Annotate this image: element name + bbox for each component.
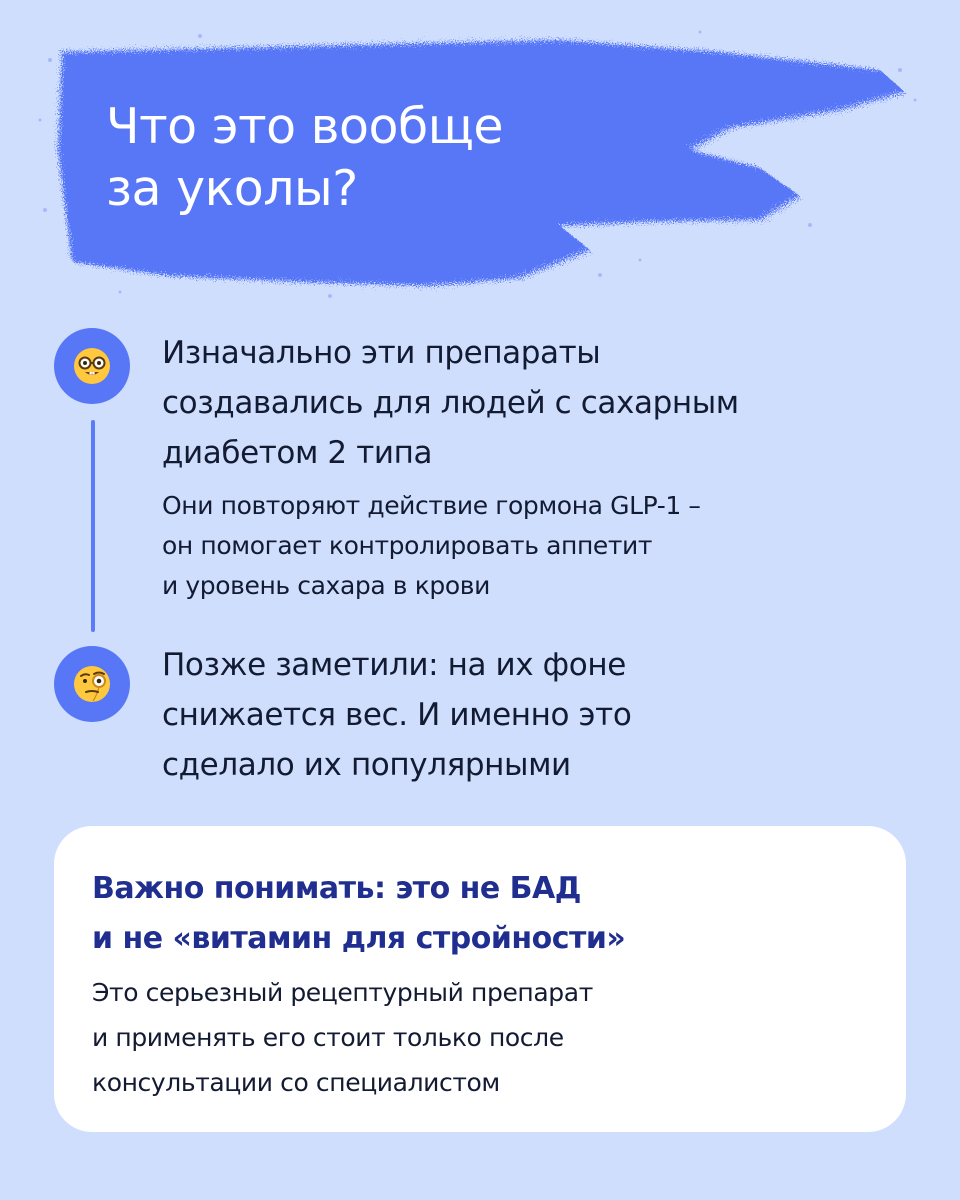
card-text-line: Это серьезный рецептурный препарат <box>92 978 593 1007</box>
timeline-item-1-title-line: Изначально эти препараты <box>162 335 601 371</box>
timeline-item-1-title-line: создавались для людей с сахарным <box>162 385 739 421</box>
card-title-line: Важно понимать: это не БАД <box>92 871 581 906</box>
nerd-face-icon <box>73 347 111 385</box>
timeline-badge-1 <box>54 328 130 404</box>
timeline-badge-2 <box>54 646 130 722</box>
timeline-item-1-title-line: диабетом 2 типа <box>162 435 433 471</box>
card-title-line: и не «витамин для стройности» <box>92 921 626 956</box>
timeline-connector <box>91 420 95 632</box>
timeline-item-2-title-line: снижается вес. И именно это <box>162 697 632 733</box>
timeline-item-1-text-line: Они повторяют действие гормона GLP-1 – <box>162 491 701 520</box>
page-title <box>106 96 503 220</box>
important-note-card <box>54 826 906 1132</box>
card-text-line: и применять его стоит только после <box>92 1023 564 1052</box>
timeline-item-1-text <box>162 486 701 606</box>
card-text-line: консультации со специалистом <box>92 1068 500 1097</box>
timeline-item-1-text-line: он помогает контролировать аппетит <box>162 531 653 560</box>
title-line-2: за уколы? <box>106 160 358 217</box>
card-title <box>92 864 625 964</box>
timeline-item-2-title <box>162 640 631 790</box>
timeline-item-1-title <box>162 328 739 478</box>
card-text <box>92 970 593 1105</box>
timeline-item-2-title-line: Позже заметили: на их фоне <box>162 647 626 683</box>
monocle-face-icon <box>73 665 111 703</box>
title-line-1: Что это вообще <box>106 98 504 155</box>
timeline-item-1-text-line: и уровень сахара в крови <box>162 571 490 600</box>
timeline-item-2-title-line: сделало их популярными <box>162 747 571 783</box>
